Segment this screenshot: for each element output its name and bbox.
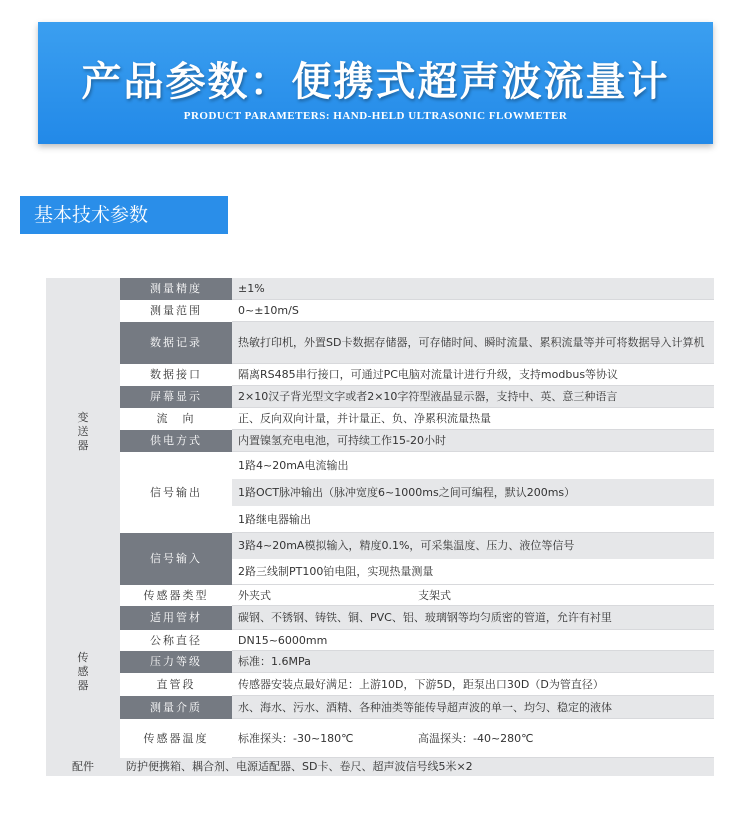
banner-subtitle: PRODUCT PARAMETERS: HAND-HELD ULTRASONIC FLOWMETER (183, 110, 568, 122)
header-banner (38, 22, 713, 144)
transmitter-row-value-1-0: 0~±10m/S (232, 300, 714, 322)
sensor-row-value-0-0: 外夹式 (232, 585, 714, 606)
transmitter-row-value-3-0: 隔离RS485串行接口，可通过PC电脑对流量计进行升级，支持modbus等协议 (232, 364, 714, 386)
sensor-row-value-4-0: 传感器安装点最好满足：上游10D，下游5D，距泵出口30D（D为管直径） (232, 673, 714, 696)
transmitter-row-label-6: 供电方式 (120, 430, 232, 452)
transmitter-row-value-7-1: 1路OCT脉冲输出（脉冲宽度6~1000ms之间可编程，默认200ms） (232, 479, 714, 506)
group-sensor-label: 传感器 (77, 650, 89, 692)
transmitter-row-label-3: 数据接口 (120, 364, 232, 386)
transmitter-row-label-4: 屏幕显示 (120, 386, 232, 408)
sensor-row-value-1-0: 碳钢、不锈钢、铸铁、铜、PVC、铝、玻璃钢等均匀质密的管道，允许有衬里 (232, 606, 714, 630)
transmitter-row-label-7: 信号输出 (120, 452, 232, 533)
sensor-row-value-3-0: 标准：1.6MPa (232, 651, 714, 673)
sensor-row-value-5-0: 水、海水、污水、酒精、各种油类等能传导超声波的单一、均匀、稳定的液体 (232, 696, 714, 719)
sensor-row-label-1: 适用管材 (120, 606, 232, 630)
banner-title: 产品参数：便携式超声波流量计 (81, 58, 670, 105)
sensor-row-label-6: 传感器温度 (120, 719, 232, 758)
group-transmitter-label: 变送器 (77, 410, 89, 452)
transmitter-row-value-5-0: 正、反向双向计量，并计量正、负、净累积流量热量 (232, 408, 714, 430)
sensor-row-label-5: 测量介质 (120, 696, 232, 719)
transmitter-row-label-2: 数据记录 (120, 322, 232, 364)
transmitter-row-label-8: 信号输入 (120, 533, 232, 585)
transmitter-row-value-8-1: 2路三线制PT100铂电阻，实现热量测量 (232, 559, 714, 585)
transmitter-row-value-4-0: 2×10汉子背光型文字或者2×10字符型液晶显示器，支持中、英、意三种语言 (232, 386, 714, 408)
sensor-row-label-4: 直管段 (120, 673, 232, 696)
group-sensor (46, 585, 120, 758)
transmitter-row-value-2-0: 热敏打印机，外置SD卡数据存储器，可存储时间、瞬时流量、累积流量等并可将数据导入计算机 (232, 322, 714, 364)
transmitter-row-value-7-0: 1路4~20mA电流输出 (232, 452, 714, 479)
accessories-value: 防护便携箱、耦合剂、电源适配器、SD卡、卷尺、超声波信号线5米×2 (120, 758, 714, 776)
sensor-row-label-0: 传感器类型 (120, 585, 232, 606)
sensor-row-label-2: 公称直径 (120, 630, 232, 651)
group-transmitter (46, 278, 120, 585)
sensor-row-extra-0: 支架式 (418, 589, 451, 602)
sensor-row-value-6-0: 标准探头：-30~180℃ (232, 719, 714, 758)
sensor-row-value-2-0: DN15~6000mm (232, 630, 714, 651)
group-accessories-label: 配件 (72, 760, 94, 773)
section-title: 基本技术参数 (20, 196, 228, 234)
sensor-row-divider-6 (232, 757, 714, 758)
transmitter-row-value-7-2: 1路继电器输出 (232, 506, 714, 533)
transmitter-row-label-0: 测量精度 (120, 278, 232, 300)
transmitter-row-label-5: 流 向 (120, 408, 232, 430)
transmitter-row-value-0-0: ±1% (232, 278, 714, 300)
transmitter-row-label-1: 测量范围 (120, 300, 232, 322)
group-accessories (46, 758, 120, 776)
transmitter-row-value-8-0: 3路4~20mA模拟输入，精度0.1%，可采集温度、压力、液位等信号 (232, 533, 714, 559)
transmitter-row-value-6-0: 内置镍氢充电电池，可持续工作15-20小时 (232, 430, 714, 452)
sensor-row-extra-6: 高温探头：-40~280℃ (418, 732, 534, 745)
sensor-row-label-3: 压力等级 (120, 651, 232, 673)
